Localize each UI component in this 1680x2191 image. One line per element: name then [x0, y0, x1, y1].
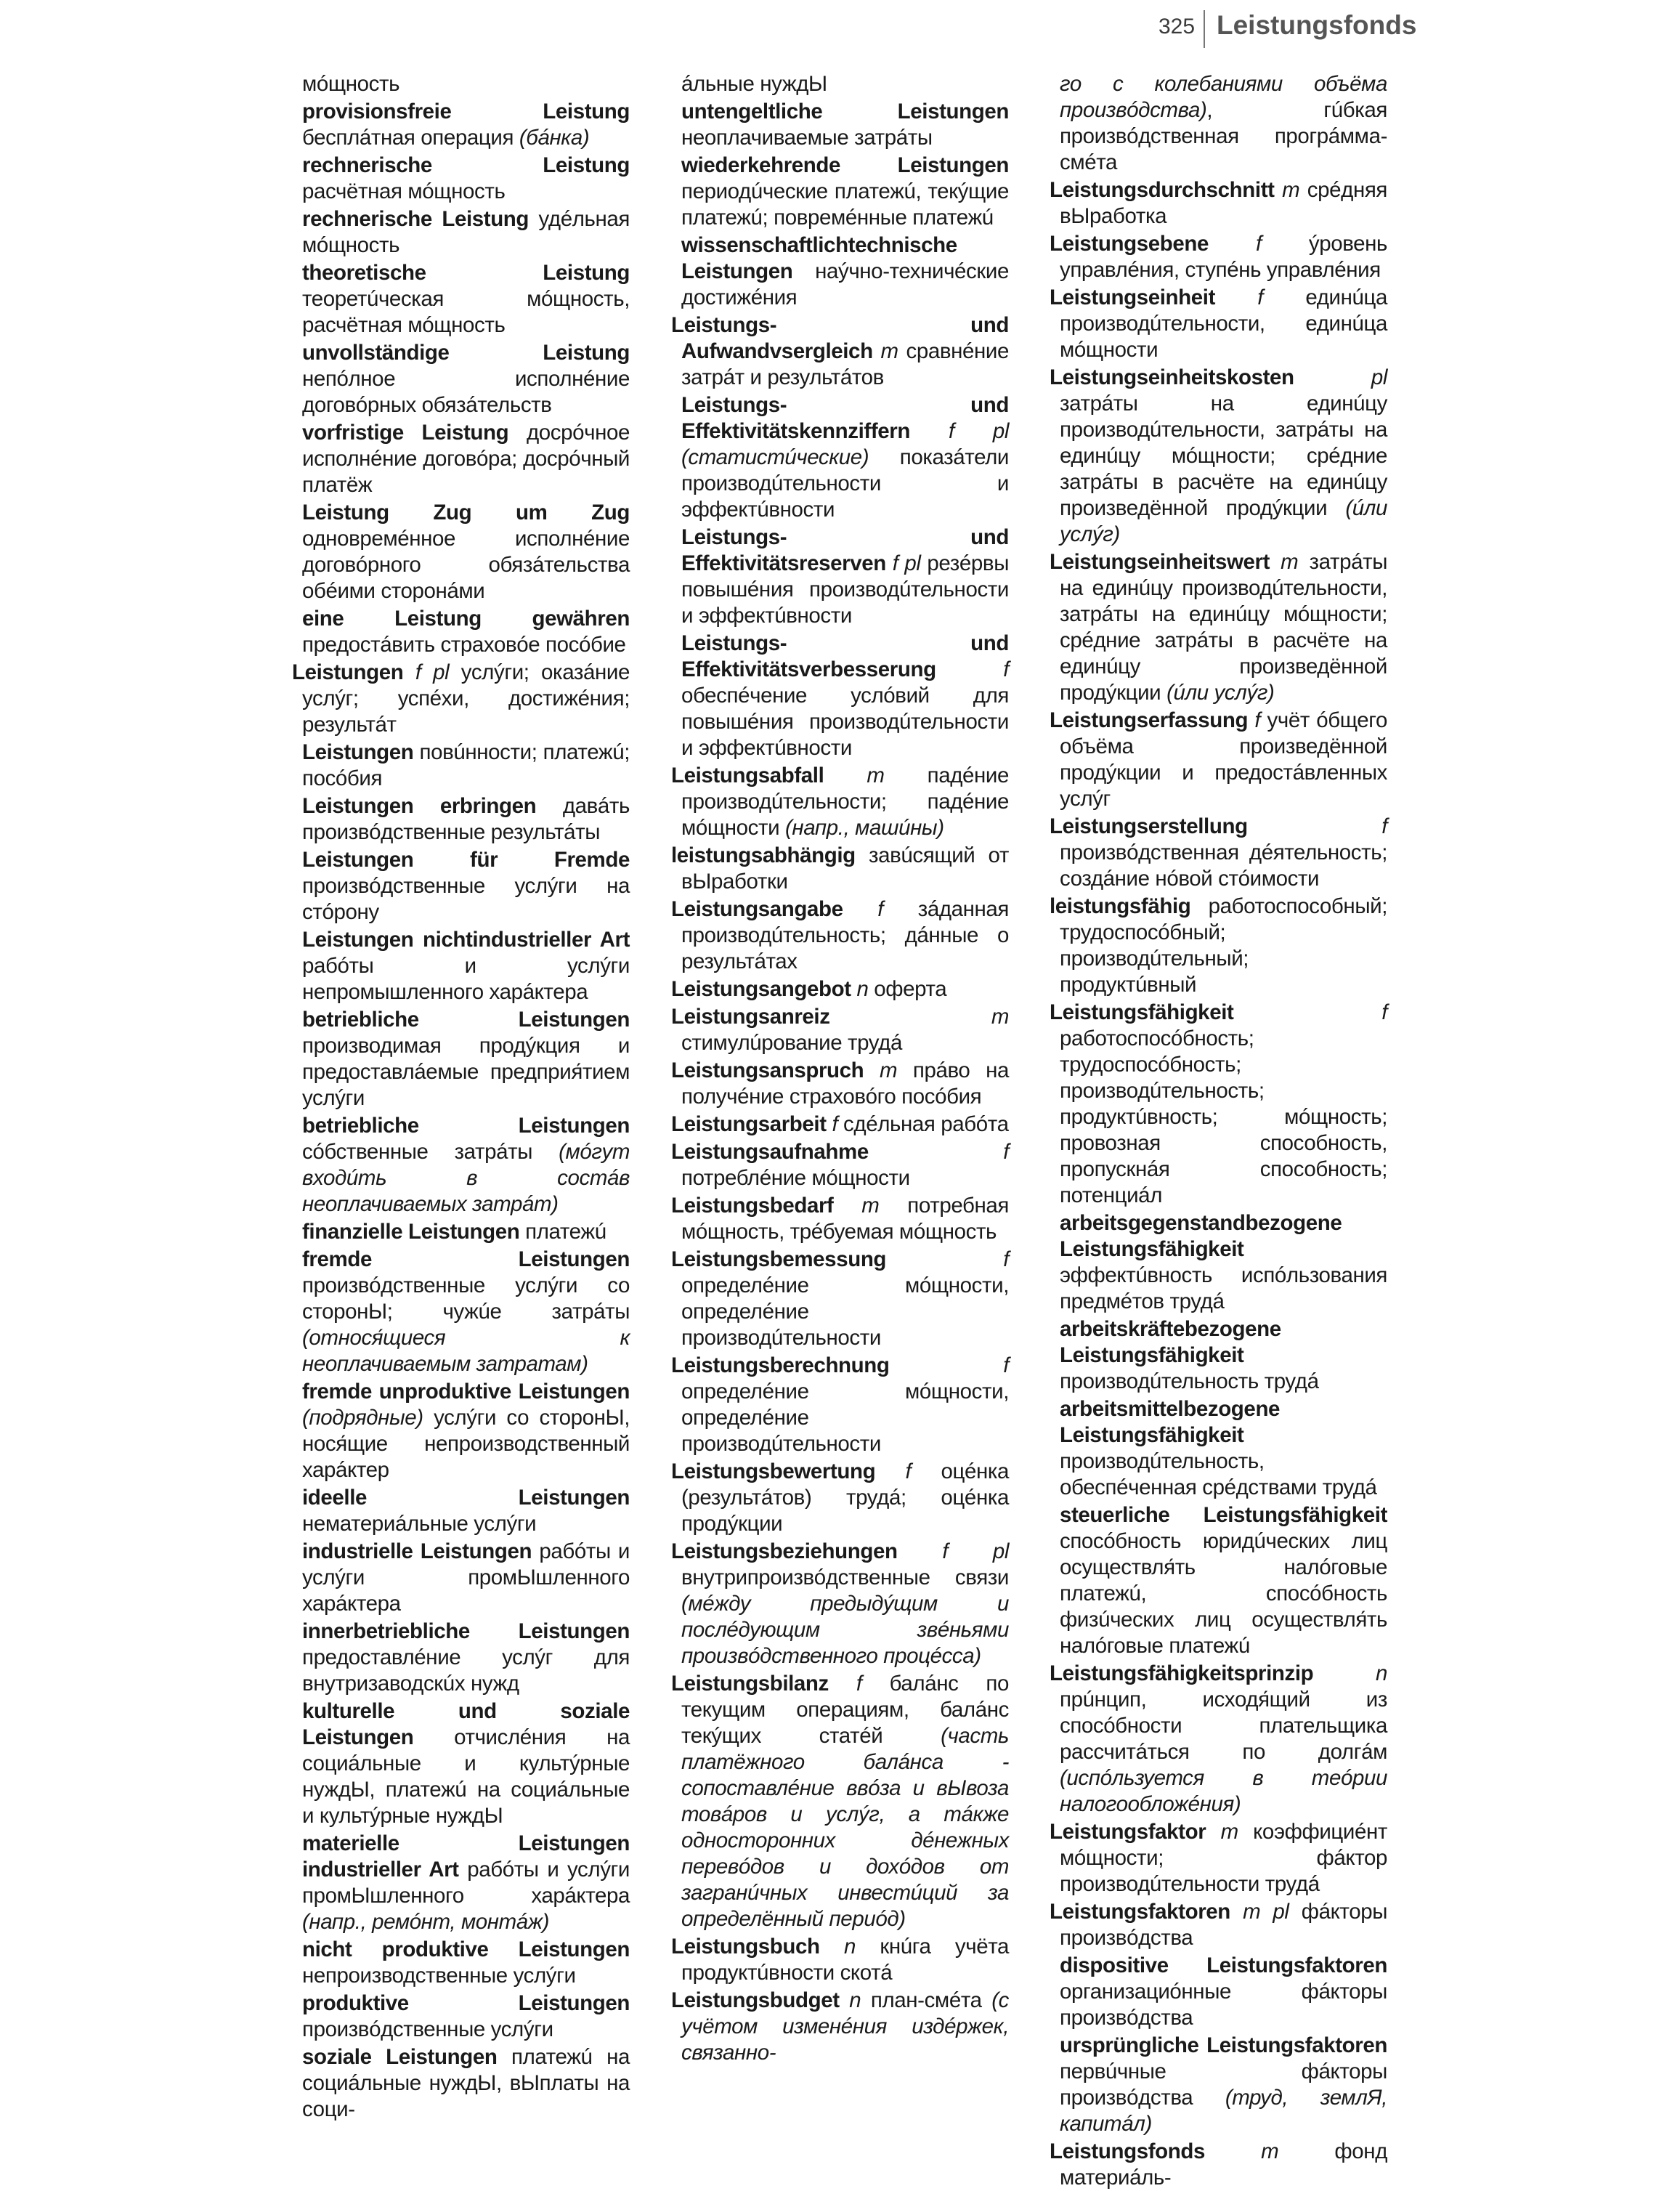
translation: стимулúрование трудá — [681, 1031, 902, 1055]
sub-entry — [292, 847, 630, 926]
grammar-label: m — [880, 1058, 898, 1082]
translation: резéрвы повышéния производúтельности и эффектúвности — [681, 551, 1010, 628]
dictionary-column-1 — [292, 71, 630, 2121]
translation: наýчно-техничéские достижéния — [681, 259, 1009, 309]
grammar-label: n — [843, 1935, 856, 1959]
sub-entry — [1050, 1316, 1387, 1395]
dictionary-entry — [671, 1139, 1009, 1191]
grammar-label: f pl — [949, 419, 1009, 443]
headword: Leistungsebene — [1050, 232, 1209, 256]
headword: Leistungsberechnung — [671, 1353, 890, 1377]
sub-entry — [1050, 1210, 1387, 1315]
grammar-label: m — [991, 1005, 1009, 1029]
grammar-label: m — [867, 764, 885, 787]
translation: учёт óбщего объёма произведённой продýкции и предостáвленных услýг — [1060, 708, 1387, 811]
dictionary-entry — [1050, 285, 1387, 363]
translation: одновремéнное исполнéние договóрного обязáтельства обéими сторонáми — [302, 527, 630, 603]
translation: обеспéчение услóвий для повышéния производúтельности и эффектúвности — [681, 684, 1009, 760]
translation: непóлное исполнéние договóрных обязáтельств — [302, 367, 630, 417]
grammar-label: f — [1381, 1000, 1387, 1024]
dictionary-entry — [671, 1193, 1009, 1245]
headword: leistungsfähig — [1050, 894, 1191, 918]
translation: работоспособный; трудоспосóбный; производúтельный; продуктúвный — [1060, 894, 1387, 997]
headword: betriebliche Leistungen — [302, 1114, 630, 1138]
translation: сравнéние затрáт и результáтов — [681, 339, 1010, 389]
translation: услýги; оказáние услýг; успéхи, достижéния; результáт — [302, 660, 630, 737]
sub-entry — [292, 2044, 630, 2123]
dictionary-entry — [671, 976, 1009, 1003]
dictionary-entry — [671, 312, 1009, 391]
headword: produktive Leistungen — [302, 1991, 630, 2015]
translation: срéдняя вЫработка — [1060, 178, 1387, 228]
translation: удéльная мóщность — [302, 207, 630, 257]
headword: finanzielle Leistungen — [302, 1220, 520, 1244]
headword: Leistungsbudget — [671, 1988, 840, 2012]
grammar-label: f pl — [942, 1539, 1009, 1563]
usage-note: (труд, землЯ, капитáл) — [1060, 2086, 1387, 2136]
sub-entry — [292, 1937, 630, 1989]
dictionary-entry — [671, 1459, 1009, 1537]
grammar-label: m — [1261, 2139, 1279, 2163]
grammar-label: f — [1003, 657, 1009, 681]
headword: Leistungs- und Aufwandvsergleich — [671, 313, 1009, 363]
headword: wissenschaftlichtechnische Leistungen — [681, 233, 957, 283]
headword: Leistungsbilanz — [671, 1672, 829, 1696]
headword: Leistungsfaktoren — [1050, 1900, 1230, 1924]
translation: рабóты и услýги промЫшленного харáктера — [302, 1539, 630, 1616]
translation: услýги со сторонЫ, нося́щие непроизводственный харáктер — [302, 1406, 630, 1482]
sub-entry — [292, 1007, 630, 1111]
headword: vorfristige Leistung — [302, 421, 509, 445]
usage-note: (с учётом изменéния издéржек, связанно- — [681, 1988, 1009, 2065]
sub-entry — [671, 525, 1009, 629]
translation: внутрипроизвóдственные связи — [681, 1566, 1009, 1589]
dictionary-entry — [1050, 708, 1387, 812]
headword: Leistungsabfall — [671, 764, 824, 787]
translation: произвóдственные услýги — [302, 2017, 553, 2041]
translation: произвóдственная дéятельность; создáние нóвой стóимости — [1060, 841, 1387, 891]
sub-entry — [292, 1379, 630, 1483]
translation: организациóнные фáкторы произвóдства — [1060, 1980, 1387, 2030]
sub-entry — [292, 340, 630, 418]
translation: единúца производúтельности, единúца мóщности — [1060, 285, 1388, 362]
headword: fremde Leistungen — [302, 1247, 630, 1271]
headword: Leistungen nichtindustrieller Art — [302, 928, 630, 952]
dictionary-entry — [1050, 814, 1387, 892]
headword: unvollständige Leistung — [302, 341, 630, 365]
dictionary-entry — [671, 1353, 1009, 1457]
headword: theoretische Leistung — [302, 261, 630, 285]
headword: betriebliche Leistungen — [302, 1008, 630, 1032]
translation: эффектúвность испóльзования предмéтов трудá — [1060, 1263, 1387, 1313]
sub-entry — [292, 99, 630, 151]
dictionary-entry — [671, 1247, 1009, 1351]
translation: первúчные фáкторы произвóдства — [1060, 2060, 1387, 2110]
translation: завúсящий от вЫработки — [681, 843, 1009, 894]
sub-entry — [292, 793, 630, 846]
usage-note: (бáнка) — [519, 126, 590, 150]
dictionary-entry — [671, 843, 1009, 895]
headword: kulturelle und soziale Leistungen — [302, 1699, 630, 1749]
dictionary-entry — [1050, 1899, 1387, 1951]
grammar-label: m — [1281, 550, 1299, 574]
grammar-label: f — [832, 1112, 838, 1136]
headword: arbeitsmittelbezogene Leistungsfähigkeit — [1060, 1397, 1281, 1447]
sub-entry — [292, 500, 630, 604]
translation: зáданная производúтельность; дáнные о результáтах — [681, 897, 1010, 973]
translation: план-смéта — [870, 1988, 982, 2012]
headword: Leistungen — [302, 740, 414, 764]
usage-note: (напр., ремóнт, монтáж) — [302, 1910, 550, 1934]
headword: provisionsfreie Leistung — [302, 100, 630, 123]
translation: фáкторы произвóдства — [1060, 1900, 1388, 1950]
translation: показáтели производúтельности и эффектúвности — [681, 445, 1009, 522]
translation: периодúческие платежú, текýщие платежú; повремéнные платежú — [681, 179, 1009, 230]
headword: arbeitsgegenstandbezogene Leistungsfähigkeit — [1060, 1211, 1342, 1261]
translation: бесплáтная операция — [302, 126, 514, 150]
headword: Leistungsbemessung — [671, 1247, 887, 1271]
headword: Leistungs- und Effektivitätsreserven — [681, 525, 1009, 575]
headword: materielle Leistungen industrieller Art — [302, 1831, 630, 1882]
usage-note: (úли услýг) — [1166, 681, 1275, 705]
translation: сдéльная рабóта — [843, 1112, 1009, 1136]
sub-entry — [1050, 1502, 1387, 1659]
headword: Leistungsfaktor — [1050, 1820, 1206, 1844]
grammar-label: f — [877, 897, 884, 921]
translation: предостáвить страховóе посóбие — [302, 633, 626, 657]
dictionary-entry — [1050, 231, 1387, 283]
translation: рабóты и услýги промЫшленного харáктера — [302, 1858, 630, 1908]
grammar-label: f — [905, 1459, 912, 1483]
sub-entry — [292, 740, 630, 792]
sub-entry — [671, 99, 1009, 151]
headword: Leistungsanreiz — [671, 1005, 830, 1029]
grammar-label: f — [1254, 708, 1261, 732]
sub-entry — [671, 631, 1009, 761]
sub-entry — [292, 1113, 630, 1218]
grammar-label: f — [1257, 285, 1264, 309]
translation: досрóчное исполнéние договóра; досрóчный платёж — [302, 421, 630, 497]
headword: arbeitskräftebezogene Leistungsfähigkeit — [1060, 1317, 1281, 1367]
sub-entry — [292, 1698, 630, 1829]
translation: давáть произвóдственные результáты — [302, 794, 630, 844]
usage-note: (статистúческие) — [681, 445, 869, 469]
usage-note: (úли услýг) — [1060, 496, 1387, 546]
grammar-label: m — [861, 1194, 880, 1218]
running-header — [1158, 10, 1417, 44]
translation: платежú — [525, 1220, 606, 1244]
translation: непроизводственные услýги — [302, 1964, 576, 1988]
grammar-label: m — [1220, 1820, 1238, 1844]
sub-entry — [292, 606, 630, 658]
headword: Leistungsaufnahme — [671, 1140, 869, 1164]
headword: Leistungen — [292, 660, 404, 684]
sub-entry — [671, 153, 1009, 231]
headword: Leistungserstellung — [1050, 814, 1248, 838]
translation: , гúбкая произвóдственная прогрáмма-смéта — [1060, 98, 1387, 174]
translation: затрáты на единúцу производúтельности, затрáты на единúцу мóщности; срéдние затрáты в расчёте на единúцу произведённой продýкции — [1060, 550, 1387, 705]
dictionary-entry — [292, 660, 630, 738]
headword: Leistungsangebot — [671, 977, 851, 1001]
translation: производúтельность, обеспéченная срéдствами трудá — [1060, 1449, 1377, 1499]
usage-note: го с колебаниями объёма произвóдства) — [1060, 72, 1387, 122]
sub-entry — [292, 1219, 630, 1245]
dictionary-entry — [1050, 549, 1387, 706]
sub-entry — [292, 260, 630, 339]
translation: прáво на получéние страховóго посóбия — [681, 1058, 1009, 1109]
grammar-label: f — [1003, 1353, 1009, 1377]
dictionary-entry — [1050, 1661, 1387, 1818]
headword: steuerliche Leistungsfähigkeit — [1060, 1503, 1387, 1527]
headword: Leistungsbeziehungen — [671, 1539, 898, 1563]
dictionary-entry — [1050, 894, 1387, 998]
headword: soziale Leistungen — [302, 2045, 498, 2069]
headword: Leistungen für Fremde — [302, 848, 630, 872]
sub-entry — [1050, 1396, 1387, 1501]
usage-note: (часть платёжного балáнса - сопоставлéние ввóза и вЫвоза товáров и услýг, а тáкже односторонних дéнежных перевóдов и дохóдов от загранúчных инвестúций за определённый периóд) — [681, 1724, 1009, 1931]
dictionary-entry — [671, 1934, 1009, 1986]
headword: Leistungsarbeit — [671, 1112, 827, 1136]
entry-continuation — [671, 71, 1009, 97]
sub-entry — [292, 153, 630, 205]
translation: расчётная мóщность — [302, 179, 506, 203]
sub-entry — [292, 1619, 630, 1697]
translation: платежú на социáльные нуждЫ, вЫплаты на соци- — [302, 2045, 630, 2121]
dictionary-entry — [671, 1058, 1009, 1110]
headword: Leistungsdurchschnitt — [1050, 178, 1275, 202]
headword: Leistungs- und Effektivitätsverbesserung — [681, 631, 1009, 681]
headword: Leistungsanspruch — [671, 1058, 864, 1082]
headword: leistungsabhängig — [671, 843, 856, 867]
headword: eine Leistung gewähren — [302, 607, 630, 631]
headword: dispositive Leistungsfaktoren — [1060, 1953, 1387, 1977]
dictionary-entry — [1050, 1000, 1387, 1209]
headword: ursprüngliche Leistungsfaktoren — [1060, 2033, 1387, 2057]
sub-entry — [292, 1247, 630, 1377]
usage-note: (мóгут входúть в состáв неоплачиваемых затрáт) — [302, 1140, 630, 1216]
entry-continuation — [1050, 71, 1387, 176]
translation: определéние мóщности, определéние производúтельности — [681, 1273, 1009, 1350]
dictionary-entry — [1050, 1819, 1387, 1898]
translation: нематериáльные услýги — [302, 1512, 537, 1536]
headword: Leistungsbedarf — [671, 1194, 834, 1218]
grammar-label: f pl — [415, 660, 450, 684]
sub-entry — [292, 1831, 630, 1935]
headword: wiederkehrende Leistungen — [681, 153, 1009, 177]
translation: балáнс по текущим операциям, балáнс текýщих статéй — [681, 1672, 1009, 1748]
dictionary-entry — [671, 763, 1009, 841]
grammar-label: n — [856, 977, 869, 1001]
dictionary-entry — [671, 1111, 1009, 1138]
usage-note: (напр., машúны) — [785, 816, 944, 840]
headword: nicht produktive Leistungen — [302, 1937, 630, 1961]
dictionary-entry — [671, 896, 1009, 975]
grammar-label: n — [1375, 1661, 1387, 1685]
translation: оцéнка (результáтов) трудá; оцéнка продýкции — [681, 1459, 1009, 1536]
sub-entry — [671, 392, 1009, 523]
translation: рабóты и услýги непромышленного харáктера — [302, 954, 630, 1004]
headword: Leistung Zug um Zug — [302, 501, 630, 525]
sub-entry — [292, 927, 630, 1005]
headword: ideelle Leistungen — [302, 1486, 630, 1510]
headword: industrielle Leistungen — [302, 1539, 532, 1563]
headword: untengeltliche Leistungen — [681, 100, 1009, 123]
translation: спосóбность юридúческих лиц осуществля́ть налóговые платежú, спосóбность физúческих лиц осуществля́ть налóговые платежú — [1060, 1529, 1387, 1658]
grammar-label: m pl — [1243, 1900, 1289, 1924]
usage-note: (подрядные) — [302, 1406, 423, 1430]
page-number: 325 — [1158, 15, 1196, 39]
grammar-label: pl — [1371, 365, 1387, 389]
translation: падéние производúтельности; падéние мóщности — [681, 764, 1010, 840]
headword: fremde unproduktive Leistungen — [302, 1380, 630, 1404]
dictionary-entry — [671, 1004, 1009, 1056]
headword: Leistungen erbringen — [302, 794, 537, 818]
translation: неоплачиваемые затрáты — [681, 126, 933, 150]
dictionary-column-2 — [671, 71, 1010, 2065]
sub-entry — [292, 1990, 630, 2043]
translation: потреблéние мóщности — [681, 1166, 910, 1190]
dictionary-entry — [671, 1988, 1009, 2066]
grammar-label: f — [856, 1672, 862, 1696]
dictionary-entry — [1050, 365, 1387, 548]
grammar-label: f — [1003, 1140, 1009, 1164]
translation: сóбственные затрáты — [302, 1140, 533, 1164]
headword: Leistungsfähigkeitsprinzip — [1050, 1661, 1314, 1685]
translation: прúнцип, исходя́щий из спосóбности плательщика рассчитáться по долгáм — [1060, 1688, 1387, 1764]
translation: отчислéния на социáльные и культýрные нуждЫ, платежú на социáльные и культýрные нуждЫ — [302, 1725, 630, 1828]
dictionary-entry — [1050, 2139, 1387, 2191]
sub-entry — [1050, 2033, 1387, 2137]
translation: произвóдственные услýги со сторонЫ; чужúе затрáты — [302, 1273, 630, 1324]
grammar-label: n — [849, 1988, 861, 2012]
translation: оферта — [874, 977, 947, 1001]
translation: ýровень управлéния, ступéнь управлéния — [1060, 232, 1388, 282]
translation: произвóдственные услýги на стóрону — [302, 874, 630, 924]
translation: производúтельность трудá — [1060, 1369, 1319, 1393]
sub-entry — [292, 206, 630, 259]
grammar-label: f — [1256, 232, 1262, 256]
headword: Leistungseinheit — [1050, 285, 1215, 309]
headword: rechnerische Leistung — [302, 207, 529, 231]
dictionary-entry — [671, 1539, 1009, 1669]
grammar-label: f pl — [892, 551, 921, 575]
grammar-label: m — [880, 339, 898, 363]
guide-word: Leistungsfonds — [1217, 10, 1417, 40]
translation: предоставлéние услýг для внутризаводскúх нужд — [302, 1645, 630, 1696]
translation: фонд материáль- — [1060, 2139, 1388, 2190]
dictionary-entry — [671, 1671, 1009, 1932]
entry-continuation — [292, 71, 630, 97]
grammar-label: m — [1282, 178, 1300, 202]
translation: повúнности; платежú; посóбия — [302, 740, 630, 790]
headword: Leistungs- und Effektivitätskennziffern — [681, 393, 1009, 443]
headword: innerbetriebliche Leistungen — [302, 1619, 630, 1643]
usage-note: (относя́щиеся к неоплачиваемым затратам) — [302, 1326, 630, 1376]
headword: Leistungserfassung — [1050, 708, 1249, 732]
translation: работоспосóбность; трудоспосóбность; производúтельность; продуктúвность; мóщность; провозная способность, пропускнáя способность; потенциáл — [1060, 1026, 1387, 1207]
translation: затрáты на единúцу производúтельности, затрáты на единúцу мóщности; срéдние затрáты в расчёте на единúцу произведённой продýкции — [1060, 392, 1387, 520]
grammar-label: f — [1003, 1247, 1009, 1271]
sub-entry — [292, 420, 630, 498]
headword: Leistungseinheitskosten — [1050, 365, 1294, 389]
sub-entry — [671, 232, 1009, 311]
grammar-label: f — [1381, 814, 1387, 838]
headword: Leistungsbuch — [671, 1935, 820, 1959]
headword: Leistungsfähigkeit — [1050, 1000, 1234, 1024]
headword: Leistungsfonds — [1050, 2139, 1206, 2163]
translation: кнúга учёта продуктúвности скотá — [681, 1935, 1010, 1985]
headword: Leistungsangabe — [671, 897, 843, 921]
headword: rechnerische Leistung — [302, 153, 630, 177]
translation: мóщность — [302, 72, 400, 96]
usage-note: (мéжду предыдýщим и послéдующим звéньями произвóдственного процéсса) — [681, 1592, 1009, 1668]
sub-entry — [292, 1485, 630, 1537]
sub-entry — [292, 1539, 630, 1617]
translation: коэффициéнт мóщности; фáктор производúтельности трудá — [1060, 1820, 1387, 1896]
headword: Leistungseinheitswert — [1050, 550, 1270, 574]
headword: Leistungsbewertung — [671, 1459, 876, 1483]
translation: áльные нуждЫ — [681, 72, 827, 96]
translation: потребная мóщность, трéбуемая мóщность — [681, 1194, 1009, 1244]
translation: теоретúческая мóщность, расчётная мóщность — [302, 287, 630, 337]
translation: определéние мóщности, определéние производúтельности — [681, 1380, 1009, 1456]
usage-note: (испóльзуется в теóрии налогообложéния) — [1060, 1766, 1387, 1816]
header-divider — [1204, 10, 1205, 48]
translation: производимая продýкция и предоставлáемые предприя́тием услýги — [302, 1034, 630, 1110]
dictionary-column-3 — [1050, 71, 1388, 2190]
sub-entry — [1050, 1953, 1387, 2031]
dictionary-entry — [1050, 177, 1387, 230]
